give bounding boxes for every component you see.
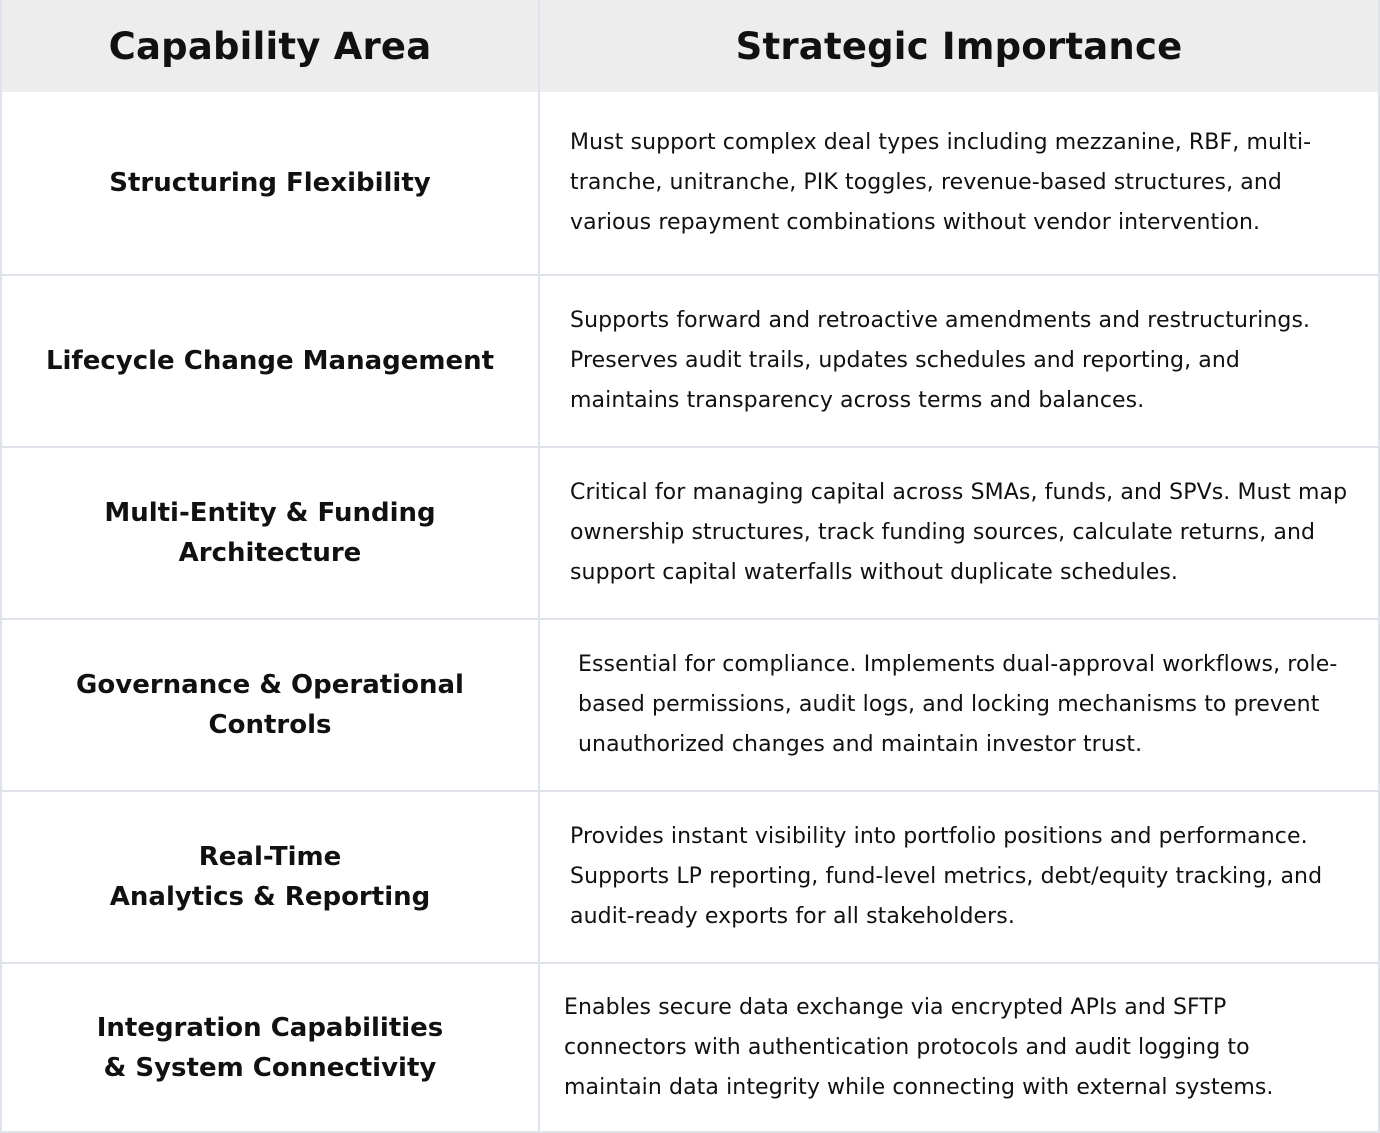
table-row	[2, 792, 1378, 964]
capability-name: Integration Capabilities & System Connectivity	[96, 1012, 444, 1083]
importance-description: Enables secure data exchange via encrypted APIs and SFTP connectors with authentication protocols and audit logging to maintain data integrity while connecting with external systems.	[564, 994, 1274, 1100]
capability-name: Real-Time Analytics & Reporting	[109, 842, 431, 912]
capability-name: Multi-Entity & Funding Architecture	[104, 498, 436, 568]
importance-description: Supports forward and retroactive amendments and restructurings. Preserves audit trails, updates schedules and reporting, and maintains transparency across terms and balances.	[570, 308, 1311, 413]
capability-name: Structuring Flexibility	[109, 168, 431, 198]
table-header-row	[2, 0, 1378, 92]
importance-description: Critical for managing capital across SMAs, funds, and SPVs. Must map ownership structures, track funding sources, calculate returns, and support capital waterfalls without duplicate schedules.	[570, 480, 1348, 585]
header-strategic-importance: Strategic Importance	[735, 24, 1183, 68]
importance-description: Must support complex deal types including mezzanine, RBF, multi-tranche, unitranche, PIK toggles, revenue-based structures, and various repayment combinations without vendor intervention.	[570, 130, 1312, 235]
table-row	[2, 92, 1378, 276]
capability-name: Governance & Operational Controls	[76, 670, 464, 740]
table-row	[2, 448, 1378, 620]
importance-description: Provides instant visibility into portfolio positions and performance. Supports LP reporting, fund-level metrics, debt/equity tracking, and audit-ready exports for all stakeholders.	[570, 824, 1323, 929]
header-capability-area: Capability Area	[2, 0, 540, 92]
importance-description: Essential for compliance. Implements dual-approval workflows, role-based permissions, audit logs, and locking mechanisms to prevent unauthorized changes and maintain investor trust.	[578, 652, 1338, 757]
table-row	[2, 964, 1378, 1131]
table-row	[2, 276, 1378, 448]
capability-name: Lifecycle Change Management	[45, 346, 495, 376]
table-row	[2, 620, 1378, 792]
